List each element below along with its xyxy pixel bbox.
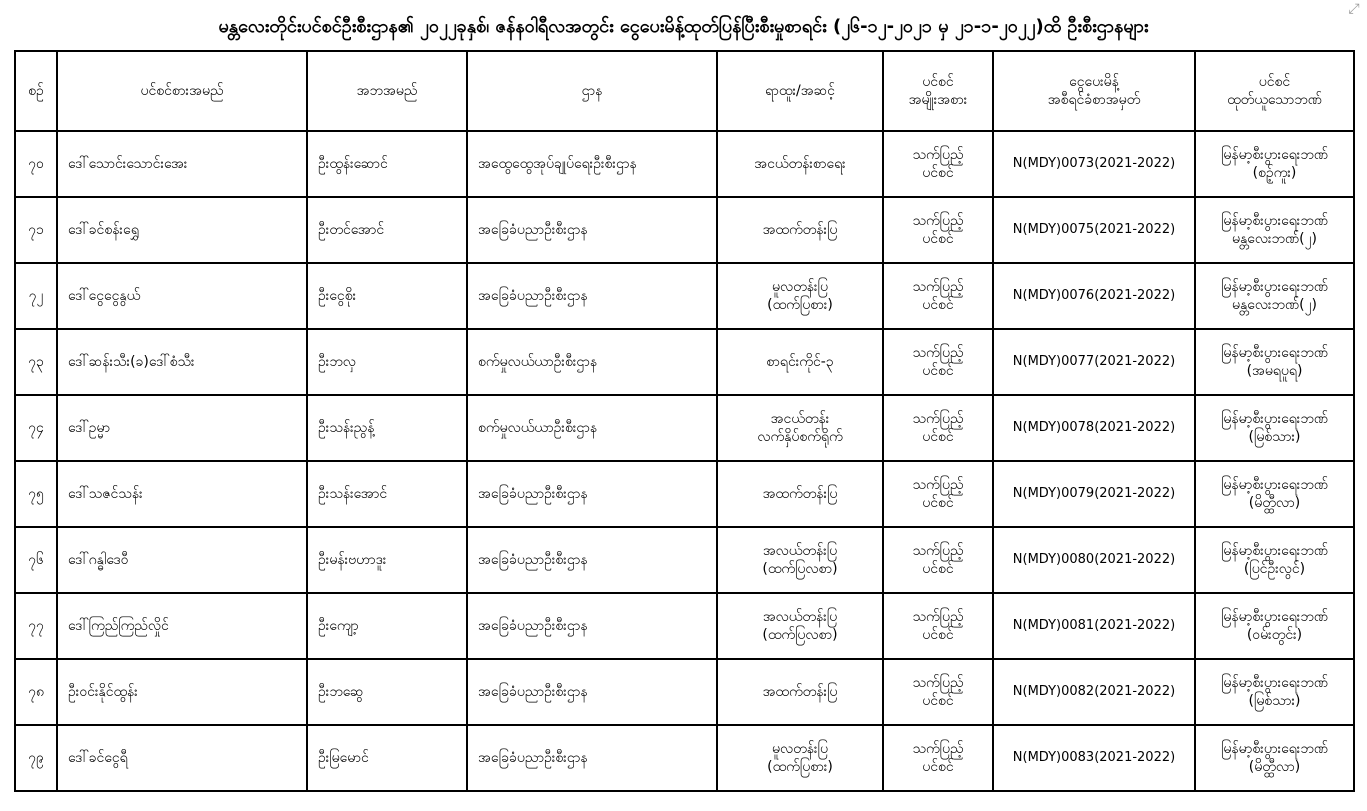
- table-row: [15, 725, 1354, 791]
- cell-type: [883, 593, 993, 659]
- cell-dept: အခြေခံပညာဦးစီးဌာန: [467, 659, 717, 725]
- cell-bank-line2: (မြစ်သား): [1248, 429, 1301, 445]
- cell-bank-line1: မြန်မာ့စီးပွားရေးဘဏ်: [1221, 675, 1328, 691]
- cell-ref: N(MDY)0080(2021-2022): [993, 527, 1195, 593]
- cell-ref: N(MDY)0083(2021-2022): [993, 725, 1195, 791]
- cell-rank-line1: အထက်တန်းပြ: [762, 486, 838, 502]
- cell-no: ၇၆: [15, 527, 57, 593]
- header-no: စဉ်: [15, 51, 57, 131]
- cell-type-line2: ပင်စင်: [922, 429, 954, 445]
- cell-name: ဒေါ်ငွေငွေနွယ်: [57, 263, 307, 329]
- cell-name: ဦးဝင်းနိုင်ထွန်း: [57, 659, 307, 725]
- cell-bank: [1195, 593, 1354, 659]
- cell-type: [883, 329, 993, 395]
- cell-bank: [1195, 197, 1354, 263]
- cell-name: ဒေါ်ဥမ္မာ: [57, 395, 307, 461]
- cell-bank-line2: (မိတ္ထီလာ): [1248, 495, 1301, 511]
- cell-dept: အခြေခံပညာဦးစီးဌာန: [467, 725, 717, 791]
- cell-rank-line1: အလယ်တန်းပြ: [762, 543, 838, 559]
- cell-type: [883, 725, 993, 791]
- cell-rank-line1: အငယ်တန်း: [770, 411, 830, 427]
- cell-type: [883, 263, 993, 329]
- cell-type-line2: ပင်စင်: [922, 693, 954, 709]
- cell-father: ဦးသန်းအောင်: [307, 461, 467, 527]
- cell-father: ဦးဘလှ: [307, 329, 467, 395]
- table-header-row: [15, 51, 1354, 131]
- cell-ref: N(MDY)0078(2021-2022): [993, 395, 1195, 461]
- cell-type-line2: ပင်စင်: [922, 297, 954, 313]
- cell-no: ၇၁: [15, 197, 57, 263]
- cell-rank-line1: အငယ်တန်းစာရေး: [754, 156, 846, 172]
- cell-bank-line1: မြန်မာ့စီးပွားရေးဘဏ်: [1221, 609, 1328, 625]
- table-row: [15, 131, 1354, 197]
- table-row: [15, 395, 1354, 461]
- cell-name: ဒေါ်သောင်းသောင်းအေး: [57, 131, 307, 197]
- cell-rank: [717, 659, 883, 725]
- table-body: [15, 131, 1354, 791]
- cell-bank: [1195, 395, 1354, 461]
- cell-bank-line2: (ပြင်ဦးလွင်): [1243, 561, 1306, 577]
- cell-bank-line2: မန္တလေးဘဏ်(၂): [1232, 297, 1317, 313]
- cell-ref: N(MDY)0077(2021-2022): [993, 329, 1195, 395]
- expand-icon[interactable]: ⤢: [1348, 1, 1360, 17]
- cell-rank-line2: (ထက်ပြလစာ): [762, 561, 838, 577]
- cell-bank-line2: မန္တလေးဘဏ်(၂): [1232, 231, 1317, 247]
- cell-bank-line1: မြန်မာ့စီးပွားရေးဘဏ်: [1221, 279, 1328, 295]
- cell-bank: [1195, 329, 1354, 395]
- cell-type-line1: သက်ပြည့်: [912, 741, 964, 757]
- cell-ref: N(MDY)0076(2021-2022): [993, 263, 1195, 329]
- cell-no: ၇၃: [15, 329, 57, 395]
- cell-father: ဦးမြမောင်: [307, 725, 467, 791]
- cell-no: ၇၉: [15, 725, 57, 791]
- cell-rank-line1: မူလတန်းပြ: [772, 279, 828, 295]
- cell-father: ဦးငွေစိုး: [307, 263, 467, 329]
- cell-dept: အခြေခံပညာဦးစီးဌာန: [467, 461, 717, 527]
- cell-no: ၇၈: [15, 659, 57, 725]
- cell-type: [883, 659, 993, 725]
- cell-rank: [717, 197, 883, 263]
- cell-bank: [1195, 725, 1354, 791]
- pension-table: [14, 50, 1355, 792]
- cell-ref: N(MDY)0082(2021-2022): [993, 659, 1195, 725]
- cell-type-line2: ပင်စင်: [922, 231, 954, 247]
- cell-rank: [717, 593, 883, 659]
- table-row: [15, 659, 1354, 725]
- header-ref-line1: ငွေပေးမိန့်: [1069, 74, 1119, 90]
- cell-father: ဦးမန်းဗဟာဒူး: [307, 527, 467, 593]
- cell-name: ဒေါ်ခင်စန်းရွှေ: [57, 197, 307, 263]
- cell-bank-line2: (မြစ်သား): [1248, 693, 1301, 709]
- cell-father: ဦးထွန်းဆောင်: [307, 131, 467, 197]
- cell-dept: အခြေခံပညာဦးစီးဌာန: [467, 197, 717, 263]
- table-row: [15, 461, 1354, 527]
- cell-rank: [717, 461, 883, 527]
- cell-bank-line1: မြန်မာ့စီးပွားရေးဘဏ်: [1221, 741, 1328, 757]
- table-row: [15, 263, 1354, 329]
- header-bank: [1195, 51, 1354, 131]
- cell-type-line1: သက်ပြည့်: [912, 279, 964, 295]
- cell-rank-line1: အလယ်တန်းပြ: [762, 609, 838, 625]
- cell-bank-line1: မြန်မာ့စီးပွားရေးဘဏ်: [1221, 411, 1328, 427]
- cell-bank-line1: မြန်မာ့စီးပွားရေးဘဏ်: [1221, 477, 1328, 493]
- cell-bank-line1: မြန်မာ့စီးပွားရေးဘဏ်: [1221, 213, 1328, 229]
- cell-no: ၇၇: [15, 593, 57, 659]
- cell-dept: အခြေခံပညာဦးစီးဌာန: [467, 593, 717, 659]
- cell-rank-line2: (ထက်ပြစား): [767, 297, 833, 313]
- cell-name: ဒေါ်ခင်ငွေရီ: [57, 725, 307, 791]
- cell-name: ဒေါ်ဆန်းသီး(ခ)ဒေါ်စံသီး: [57, 329, 307, 395]
- cell-name: ဒေါ်သဇင်သန်း: [57, 461, 307, 527]
- cell-type: [883, 395, 993, 461]
- header-dept: ဌာန: [467, 51, 717, 131]
- cell-dept: စက်မှုလယ်ယာဦးစီးဌာန: [467, 395, 717, 461]
- cell-dept: စက်မှုလယ်ယာဦးစီးဌာန: [467, 329, 717, 395]
- cell-rank-line1: စာရင်းကိုင်-၃: [766, 354, 834, 370]
- cell-type: [883, 461, 993, 527]
- cell-ref: N(MDY)0081(2021-2022): [993, 593, 1195, 659]
- cell-no: ၇၅: [15, 461, 57, 527]
- cell-ref: N(MDY)0075(2021-2022): [993, 197, 1195, 263]
- cell-type-line1: သက်ပြည့်: [912, 675, 964, 691]
- cell-rank: [717, 725, 883, 791]
- cell-bank-line2: (စဉ့်ကူး): [1252, 165, 1297, 181]
- cell-type-line2: ပင်စင်: [922, 495, 954, 511]
- header-type-line1: ပင်စင်: [922, 74, 954, 90]
- cell-bank-line1: မြန်မာ့စီးပွားရေးဘဏ်: [1221, 147, 1328, 163]
- cell-bank: [1195, 659, 1354, 725]
- cell-rank: [717, 395, 883, 461]
- cell-bank: [1195, 461, 1354, 527]
- header-rank: ရာထူး/အဆင့်: [717, 51, 883, 131]
- header-type: [883, 51, 993, 131]
- cell-type-line1: သက်ပြည့်: [912, 609, 964, 625]
- cell-dept: အထွေထွေအုပ်ချုပ်ရေးဦးစီးဌာန: [467, 131, 717, 197]
- cell-bank-line1: မြန်မာ့စီးပွားရေးဘဏ်: [1221, 543, 1328, 559]
- table-row: [15, 593, 1354, 659]
- cell-bank-line2: (ဝမ်းတွင်း): [1246, 627, 1303, 643]
- cell-dept: အခြေခံပညာဦးစီးဌာန: [467, 263, 717, 329]
- cell-type-line2: ပင်စင်: [922, 561, 954, 577]
- cell-name: ဒေါ်ကြည်ကြည်လှိုင်: [57, 593, 307, 659]
- header-bank-line2: ထုတ်ယူသောဘဏ်: [1227, 92, 1322, 108]
- table-row: [15, 527, 1354, 593]
- cell-type-line2: ပင်စင်: [922, 363, 954, 379]
- cell-rank-line2: လက်နှိပ်စက်ရိုက်: [757, 429, 843, 445]
- cell-type-line2: ပင်စင်: [922, 627, 954, 643]
- cell-bank: [1195, 263, 1354, 329]
- header-ref: [993, 51, 1195, 131]
- cell-rank: [717, 263, 883, 329]
- cell-name: ဒေါ်ဂန္ဓါဒေဝီ: [57, 527, 307, 593]
- header-ref-line2: အစီရင်ခံစာအမှတ်: [1047, 92, 1141, 108]
- cell-father: ဦးကျော့: [307, 593, 467, 659]
- cell-dept: အခြေခံပညာဦးစီးဌာန: [467, 527, 717, 593]
- header-type-line2: အမျိုးအစား: [908, 92, 968, 108]
- header-name: ပင်စင်စားအမည်: [57, 51, 307, 131]
- cell-type-line2: ပင်စင်: [922, 165, 954, 181]
- cell-father: ဦးဘဆွေ: [307, 659, 467, 725]
- cell-type-line1: သက်ပြည့်: [912, 213, 964, 229]
- cell-type-line1: သက်ပြည့်: [912, 147, 964, 163]
- cell-type-line1: သက်ပြည့်: [912, 477, 964, 493]
- cell-rank: [717, 131, 883, 197]
- cell-ref: N(MDY)0073(2021-2022): [993, 131, 1195, 197]
- cell-type-line1: သက်ပြည့်: [912, 411, 964, 427]
- cell-no: ၇၄: [15, 395, 57, 461]
- cell-type-line1: သက်ပြည့်: [912, 543, 964, 559]
- header-bank-line1: ပင်စင်: [1258, 74, 1291, 90]
- cell-rank-line1: အထက်တန်းပြ: [762, 684, 838, 700]
- cell-bank-line1: မြန်မာ့စီးပွားရေးဘဏ်: [1221, 345, 1328, 361]
- cell-type: [883, 197, 993, 263]
- cell-no: ၇၀: [15, 131, 57, 197]
- header-father: အဘအမည်: [307, 51, 467, 131]
- cell-bank: [1195, 527, 1354, 593]
- cell-father: ဦးတင်အောင်: [307, 197, 467, 263]
- cell-bank-line2: (အမရပူရ): [1246, 363, 1303, 379]
- cell-rank: [717, 527, 883, 593]
- cell-type-line2: ပင်စင်: [922, 759, 954, 775]
- page-title: မန္တလေးတိုင်းပင်စင်ဦးစီးဌာန၏ ၂၀၂၂ခုနှစ်၊ ဇန်နဝါရီလအတွင်း ငွေပေးမိန့်ထုတ်ပြန်ပြီးစီးမှုစာရင်း (၂၆-၁၂-၂၀၂၁ မှ ၂၁-၁-၂၀၂၂)ထိ ဦးစီးဌာနများ: [218, 16, 1149, 37]
- table-row: [15, 329, 1354, 395]
- cell-rank-line1: မူလတန်းပြ: [772, 741, 828, 757]
- cell-type: [883, 527, 993, 593]
- cell-bank-line2: (မိတ္ထီလာ): [1248, 759, 1301, 775]
- cell-bank: [1195, 131, 1354, 197]
- cell-no: ၇၂: [15, 263, 57, 329]
- cell-rank-line1: အထက်တန်းပြ: [762, 222, 838, 238]
- cell-father: ဦးသန်းညွန့်: [307, 395, 467, 461]
- table-row: [15, 197, 1354, 263]
- cell-rank-line2: (ထက်ပြလစာ): [762, 627, 838, 643]
- cell-rank-line2: (ထက်ပြစား): [767, 759, 833, 775]
- cell-rank: [717, 329, 883, 395]
- cell-ref: N(MDY)0079(2021-2022): [993, 461, 1195, 527]
- cell-type: [883, 131, 993, 197]
- cell-type-line1: သက်ပြည့်: [912, 345, 964, 361]
